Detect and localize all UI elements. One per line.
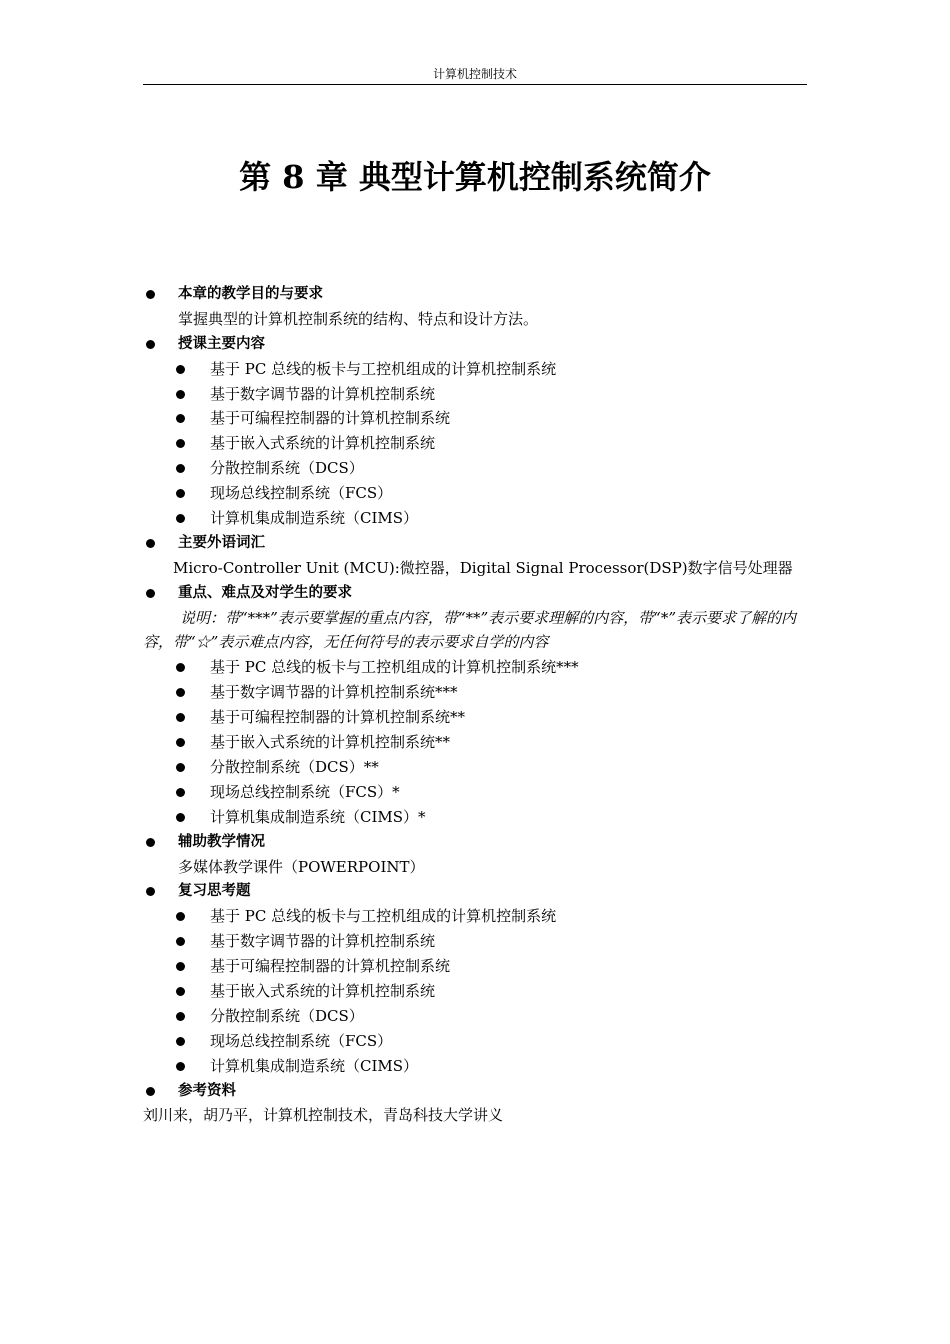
section-content [143, 332, 813, 357]
bullet-icon [176, 514, 185, 523]
bullet-icon [176, 390, 185, 399]
bullet-icon [176, 489, 185, 498]
section-heading: 复习思考题 [178, 883, 251, 900]
section-heading: 辅助教学情况 [178, 833, 265, 850]
section-goals [143, 282, 813, 307]
list-item: 分散控制系统（DCS） [143, 456, 813, 481]
section-heading: 授课主要内容 [178, 335, 265, 352]
section-review [143, 879, 813, 904]
section-heading: 主要外语词汇 [178, 534, 265, 551]
bullet-icon [176, 688, 185, 697]
bullet-icon [176, 1062, 185, 1071]
document-body [143, 282, 813, 1128]
vocab-text: Micro-Controller Unit (MCU):微控器，Digital Signal Processor(DSP)数字信号处理器 [173, 558, 793, 577]
bullet-icon [146, 340, 155, 349]
list-item: 基于嵌入式系统的计算机控制系统** [143, 730, 813, 755]
bullet-icon [176, 937, 185, 946]
list-item: 基于 PC 总线的板卡与工控机组成的计算机控制系统 [143, 357, 813, 382]
bullet-icon [146, 589, 155, 598]
section-keypoints [143, 581, 813, 606]
bullet-icon [176, 763, 185, 772]
bullet-icon [146, 290, 155, 299]
bullet-icon [176, 365, 185, 374]
list-item: 基于可编程控制器的计算机控制系统 [143, 954, 813, 979]
list-item: 基于可编程控制器的计算机控制系统 [143, 406, 813, 431]
list-item: 基于可编程控制器的计算机控制系统** [143, 705, 813, 730]
list-item: 现场总线控制系统（FCS） [143, 1029, 813, 1054]
list-item: 计算机集成制造系统（CIMS） [143, 506, 813, 531]
bullet-icon [176, 738, 185, 747]
bullet-icon [176, 414, 185, 423]
list-item: 基于数字调节器的计算机控制系统 [143, 382, 813, 407]
list-item: 现场总线控制系统（FCS）* [143, 780, 813, 805]
bullet-icon [176, 439, 185, 448]
bullet-icon [146, 1087, 155, 1096]
list-item: 基于嵌入式系统的计算机控制系统 [143, 431, 813, 456]
list-item: 现场总线控制系统（FCS） [143, 481, 813, 506]
list-item: 分散控制系统（DCS）** [143, 755, 813, 780]
bullet-icon [146, 838, 155, 847]
keypoints-note: 说明：带“***”表示要掌握的重点内容，带“**”表示要求理解的内容，带“*”表示要求了解的内容，带“☆”表示难点内容，无任何符号的表示要求自学的内容 [143, 608, 797, 652]
chapter-title: 第 8 章 典型计算机控制系统简介 [239, 158, 711, 196]
list-item: 计算机集成制造系统（CIMS）* [143, 805, 813, 830]
bullet-icon [176, 464, 185, 473]
bullet-icon [176, 1012, 185, 1021]
bullet-icon [176, 663, 185, 672]
section-heading: 重点、难点及对学生的要求 [178, 584, 352, 601]
list-item: 基于 PC 总线的板卡与工控机组成的计算机控制系统*** [143, 655, 813, 680]
section-refs [143, 1079, 813, 1104]
section-aids [143, 830, 813, 855]
bullet-icon [176, 713, 185, 722]
refs-text: 刘川来，胡乃平，计算机控制技术，青岛科技大学讲义 [143, 1106, 504, 1125]
goals-text: 掌握典型的计算机控制系统的结构、特点和设计方法。 [178, 309, 539, 328]
bullet-icon [146, 539, 155, 548]
bullet-icon [176, 1037, 185, 1046]
bullet-icon [176, 912, 185, 921]
list-item: 基于 PC 总线的板卡与工控机组成的计算机控制系统 [143, 904, 813, 929]
section-heading: 参考资料 [178, 1082, 236, 1099]
list-item: 计算机集成制造系统（CIMS） [143, 1054, 813, 1079]
bullet-icon [176, 962, 185, 971]
bullet-icon [146, 887, 155, 896]
bullet-icon [176, 987, 185, 996]
bullet-icon [176, 813, 185, 822]
aids-text: 多媒体教学课件（POWERPOINT） [178, 857, 425, 876]
list-item: 基于嵌入式系统的计算机控制系统 [143, 979, 813, 1004]
section-heading: 本章的教学目的与要求 [178, 286, 323, 302]
page-header: 计算机控制技术 [143, 64, 807, 85]
section-vocab [143, 531, 813, 556]
list-item: 分散控制系统（DCS） [143, 1004, 813, 1029]
list-item: 基于数字调节器的计算机控制系统 [143, 929, 813, 954]
bullet-icon [176, 788, 185, 797]
list-item: 基于数字调节器的计算机控制系统*** [143, 680, 813, 705]
